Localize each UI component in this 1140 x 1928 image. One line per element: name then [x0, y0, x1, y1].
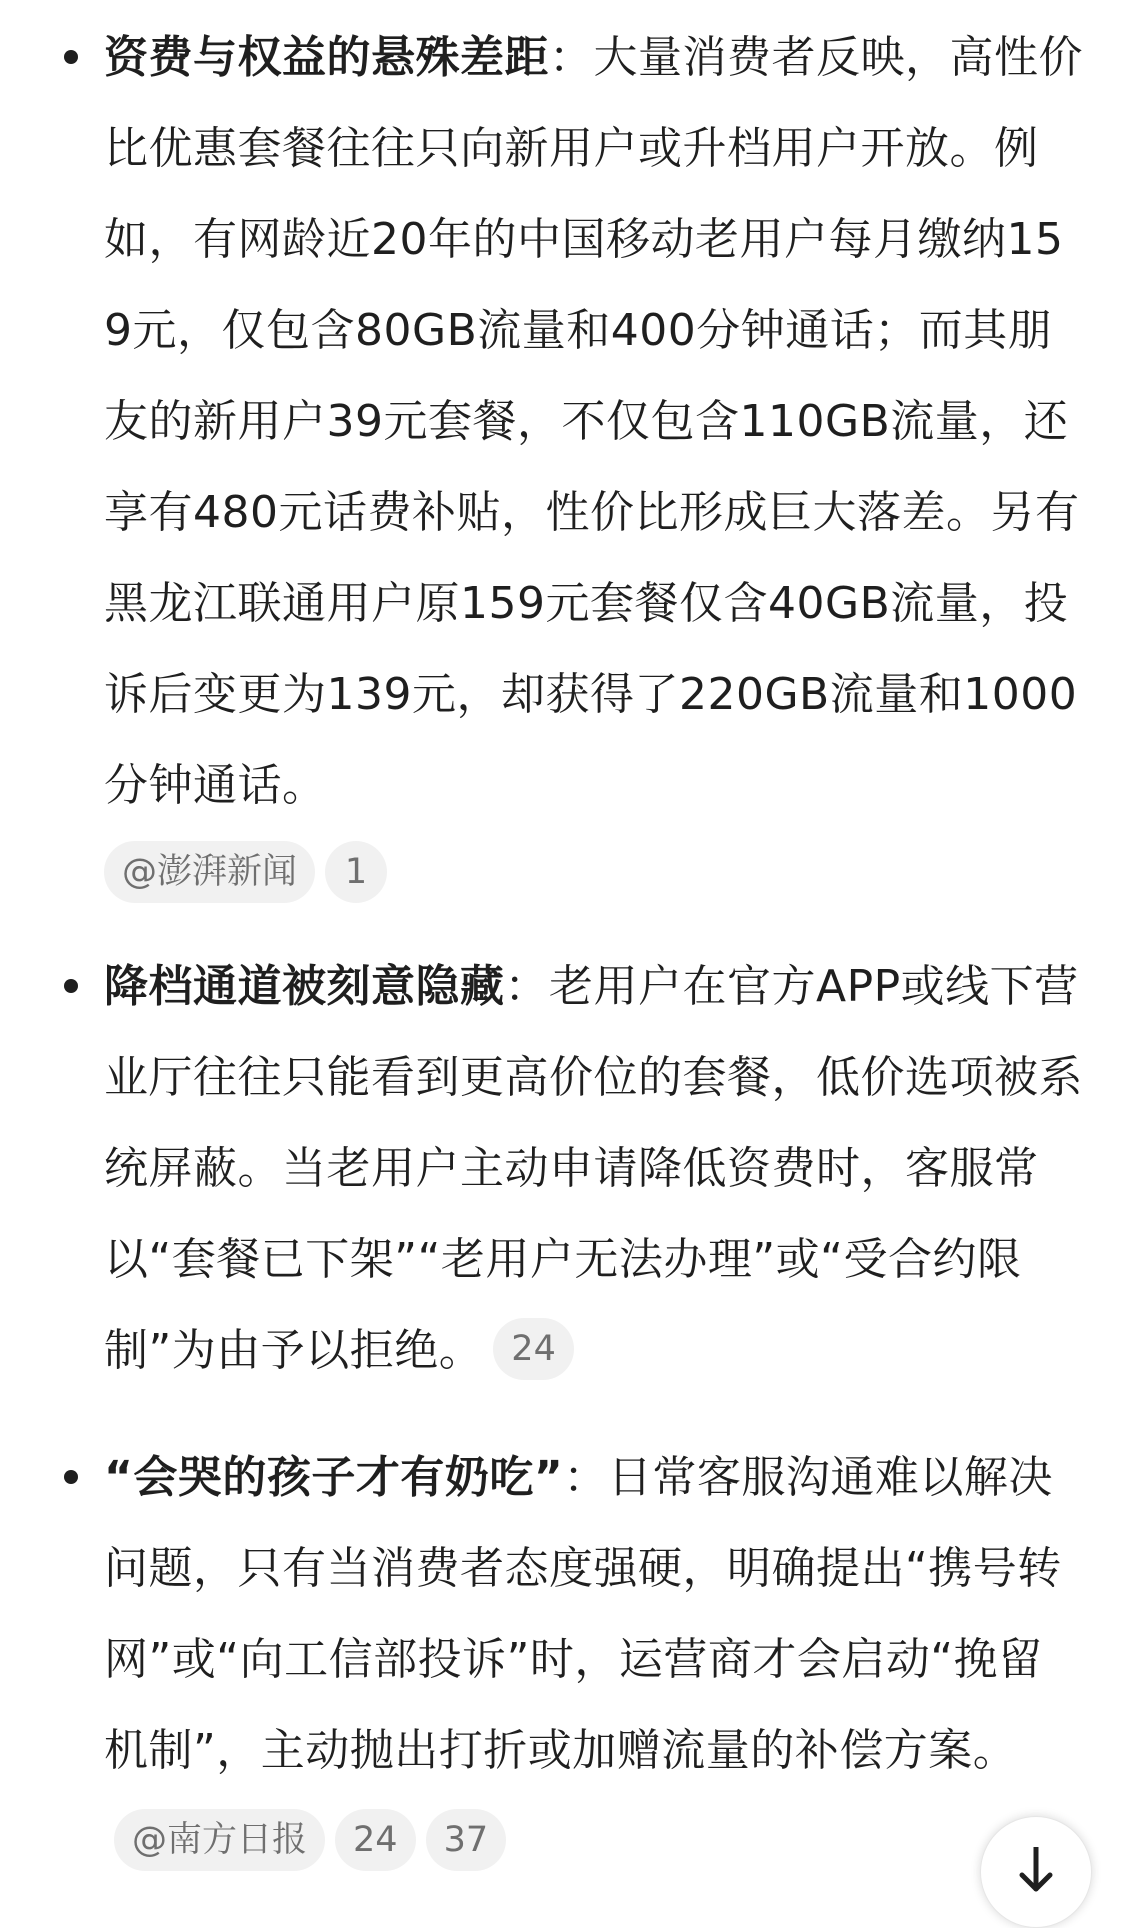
bullet-text: ：大量消费者反映，高性价比优惠套餐往往只向新用户或升档用户开放。例如，有网龄近20年的中国移动老用户每月缴纳159元，仅包含80GB流量和400分钟通话；而其朋友的新用户39元套餐，不仅包含110GB流量，还享有480元话费补贴，性价比形成巨大落差。另有黑龙江联通用户原159元套餐仅含40GB流量，投诉后变更为139元，却获得了220GB流量和1000分钟通话。	[104, 32, 1083, 811]
bullet-dot	[64, 1470, 78, 1484]
reference-chip[interactable]: 37	[426, 1809, 507, 1871]
bullet-item-downgrade-hidden	[0, 941, 1140, 1396]
bullet-item-fee-gap	[0, 12, 1140, 905]
reference-chip[interactable]: 24	[493, 1318, 574, 1380]
bullet-text: ：日常客服沟通难以解决问题，只有当消费者态度强硬，明确提出“携号转网”或“向工信部投诉”时，运营商才会启动“挽留机制”，主动抛出打折或加赠流量的补偿方案。	[104, 1452, 1062, 1776]
source-chip-thepaper[interactable]: @澎湃新闻	[104, 841, 315, 903]
bullet-title: 降档通道被刻意隐藏	[104, 961, 505, 1012]
citation-row	[104, 835, 1086, 905]
bullet-title: 资费与权益的悬殊差距	[104, 32, 549, 83]
reference-chip[interactable]: 1	[325, 841, 387, 903]
bullet-dot	[64, 979, 78, 993]
bullet-item-crying-child	[0, 1432, 1140, 1887]
source-chip-southcn[interactable]: @南方日报	[114, 1809, 325, 1871]
scroll-to-bottom-button[interactable]	[980, 1816, 1092, 1928]
bullet-text: ：老用户在官方APP或线下营业厅往往只能看到更高价位的套餐，低价选项被系统屏蔽。当老用户主动申请降低资费时，客服常以“套餐已下架”“老用户无法办理”或“受合约限制”为由予以拒绝。	[104, 961, 1083, 1376]
arrow-down-icon	[1016, 1847, 1056, 1897]
bullet-title: “会哭的孩子才有奶吃”	[104, 1452, 564, 1503]
reference-chip[interactable]: 24	[335, 1809, 416, 1871]
bullet-dot	[64, 50, 78, 64]
